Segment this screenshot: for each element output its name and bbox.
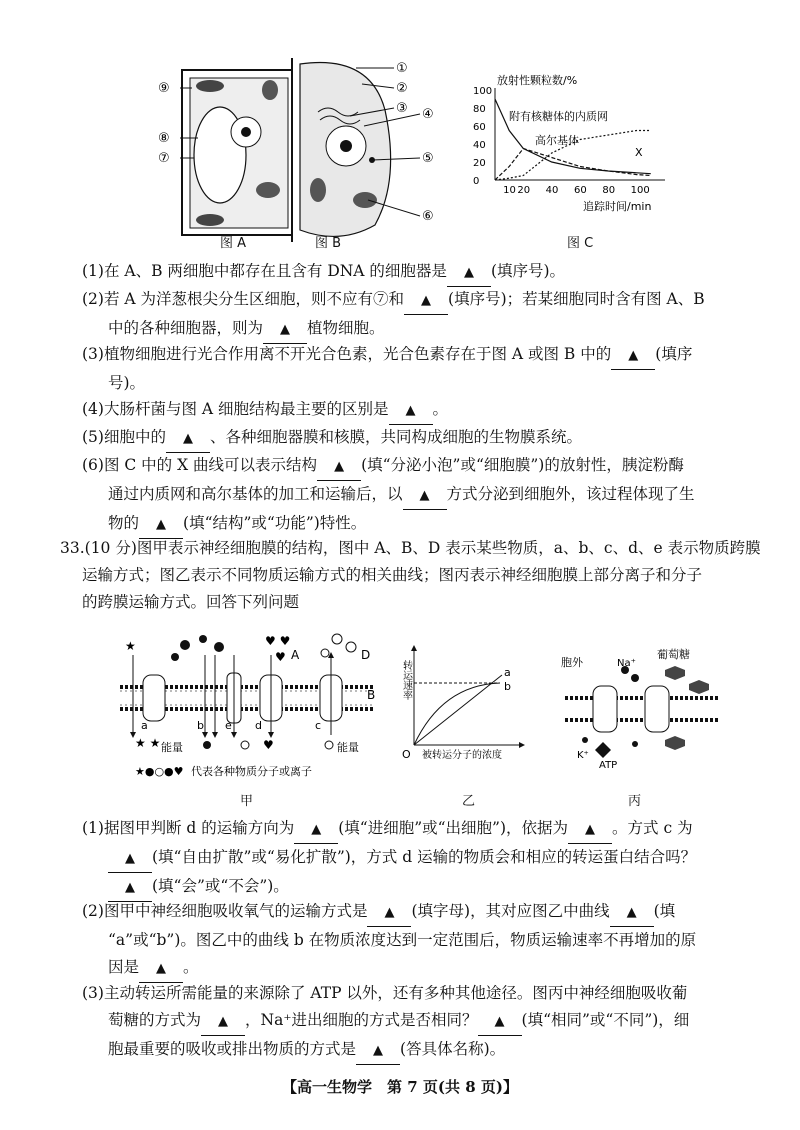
caption-yi: 乙 [462,794,476,809]
answer-blank[interactable]: ▲ [367,898,411,927]
label-A: A [291,648,300,662]
answer-blank[interactable]: ▲ [263,315,307,344]
q33-item-1: (1)据图甲判断 d 的运输方向为 ▲ (填“进细胞”或“出细胞”)，依据为 ▲ 。方式 c 为 ▲ (填“自由扩散”或“易化扩散”)，方式 d 运输的物质会和相应的转运蛋白结合吗？ ▲ (填“会”或“不会”)。 [82,815,772,902]
answer-blank[interactable]: ▲ [611,341,655,370]
k-label: K⁺ [577,750,589,761]
answer-blank[interactable]: ▲ [356,1036,400,1065]
svg-text:♥: ♥ [275,650,286,664]
plant-cell-a [180,70,292,235]
label-1: ① [396,61,408,76]
label-e: e [225,719,232,732]
series-label-er: 附有核糖体的内质网 [509,110,608,123]
y-tick-label: 0 [473,176,480,187]
legend-text: 代表各种物质分子或离子 [191,765,312,778]
q33-item-3: (3)主动转运所需能量的来源除了 ATP 以外，还有多种其他途径。图丙中神经细胞吸收葡 萄糖的方式为 ▲ ，Na⁺进出细胞的方式是否相同？ ▲ (填“相同”或“不同”)，细 胞最重要的吸收或排出物质的方式是 ▲ (答具体名称)。 [82,980,772,1065]
q32-item-1: (1)在 A、B 两细胞中都存在且含有 DNA 的细胞器是 ▲ (填序号)。 [82,258,772,287]
answer-blank[interactable]: ▲ [404,286,448,315]
channel-protein [143,675,165,721]
label-2: ② [396,81,408,96]
label-5: ⑤ [422,151,434,166]
glucose-label: 葡萄糖 [657,648,690,661]
answer-blank[interactable]: ▲ [294,815,338,844]
answer-blank[interactable]: ▲ [403,481,447,510]
curve-label-a: a [504,666,511,679]
yi-xlabel: 被转运分子的浓度 [422,750,502,761]
svg-text:♥ ♥: ♥ ♥ [265,634,291,648]
legend-symbols: ★●○●♥ [135,765,184,778]
label-B: B [367,688,376,702]
cell-figures-ab [150,50,460,250]
x-tick-label: 60 [574,185,587,196]
animal-cell-b [300,62,391,236]
series-line-1 [495,149,651,181]
series-label-x: X [635,146,643,159]
series-label-golgi: 高尔基体 [535,134,579,147]
q33-intro: 33.(10 分)图甲表示神经细胞膜的结构，图中 A、B、D 表示某些物质，a、b、c、d、e 表示物质跨膜 运输方式；图乙表示不同物质运输方式的相关曲线；图丙表示神经细胞膜上部分离子和分子 的跨膜运输方式。回答下列问题 [60,539,761,611]
x-tick-label: 10 [503,185,516,196]
x-tick-label: 80 [602,185,616,196]
caption-fig-a: 图 A [220,236,247,251]
chart-ylabel: 放射性颗粒数/% [497,74,578,87]
figure-bing [555,640,725,770]
answer-blank[interactable]: ▲ [139,510,183,539]
yi-ylabel: 转运速率 [400,660,412,700]
label-b: b [197,719,204,732]
label-d: d [255,719,262,732]
y-tick-label: 60 [473,122,486,133]
origin-label: O [402,748,411,761]
q33-item-2: (2)图甲中神经细胞吸收氧气的运输方式是 ▲ (填字母)，其对应图乙中曲线 ▲ (填 “a”或“b”)。图乙中的曲线 b 在物质浓度达到一定范围后，物质运输速率不再增加的原 因是 ▲ 。 [82,898,772,983]
q32-item-5: (5)细胞中的 ▲ 、各种细胞器膜和核膜，共同构成细胞的生物膜系统。 [82,424,772,453]
answer-blank[interactable]: ▲ [478,1007,522,1036]
svg-text:★: ★ [125,639,136,653]
q32-item-2: (2)若 A 为洋葱根尖分生区细胞，则不应有⑦和 ▲ (填序号)；若某细胞同时含有图 A、B 中的各种细胞器，则为 ▲ 植物细胞。 [82,286,772,344]
label-3: ③ [396,101,408,116]
curve-b [414,683,500,745]
na-label: Na⁺ [617,658,636,669]
answer-blank[interactable]: ▲ [447,258,491,287]
answer-blank[interactable]: ▲ [568,815,612,844]
caption-jia: 甲 [240,794,254,809]
caption-fig-b: 图 B [315,236,342,251]
figure-yi [392,640,532,765]
label-a: a [141,719,148,732]
answer-blank[interactable]: ▲ [201,1007,245,1036]
x-tick-label: 20 [517,185,531,196]
answer-blank[interactable]: ▲ [108,844,152,873]
figure-c-chart [465,68,675,218]
y-tick-label: 40 [473,140,486,151]
answer-blank[interactable]: ▲ [389,396,433,425]
answer-blank[interactable]: ▲ [139,954,183,983]
energy-label: 能量 [337,741,359,754]
label-8: ⑧ [158,131,170,146]
answer-blank[interactable]: ▲ [108,873,152,902]
label-9: ⑨ [158,81,170,96]
label-c: c [315,719,322,732]
label-7: ⑦ [158,151,170,166]
x-tick-label: 100 [630,185,650,196]
answer-blank[interactable]: ▲ [166,424,210,453]
label-4: ④ [422,107,434,122]
q32-item-6: (6)图 C 中的 X 曲线可以表示结构 ▲ (填“分泌小泡”或“细胞膜”)的放射性，胰淀粉酶 通过内质网和高尔基体的加工和运输后，以 ▲ 方式分泌到细胞外，该过程体现了生 物的 ▲ (填“结构”或“功能”)特性。 [82,452,772,539]
x-tick-label: 40 [545,185,559,196]
y-tick-label: 80 [473,104,486,115]
energy-label: 能量 [161,741,183,754]
answer-blank[interactable]: ▲ [317,452,361,481]
svg-text:★ ★: ★ ★ [135,736,161,750]
curve-label-b: b [504,680,511,693]
outside-label: 胞外 [561,656,583,669]
q32-item-4: (4)大肠杆菌与图 A 细胞结构最主要的区别是 ▲ 。 [82,396,772,425]
y-tick-label: 100 [473,86,493,97]
curve-a [414,675,502,745]
y-tick-label: 20 [473,158,486,169]
atp-label: ATP [599,760,618,770]
figure-jia [115,625,385,785]
nucleolus [241,127,251,137]
svg-text:♥: ♥ [263,738,274,752]
page-footer: 【高一生物学 第 7 页(共 8 页)】 [282,1078,518,1096]
caption-fig-c: 图 C [567,236,594,251]
chart-xlabel: 追踪时间/min [583,200,652,213]
caption-bing: 丙 [628,794,642,809]
answer-blank[interactable]: ▲ [610,898,654,927]
label-6: ⑥ [422,209,434,224]
q32-item-3: (3)植物细胞进行光合作用离不开光合色素，光合色素存在于图 A 或图 B 中的 ▲ (填序 号)。 [82,341,772,397]
label-D: D [361,648,371,662]
